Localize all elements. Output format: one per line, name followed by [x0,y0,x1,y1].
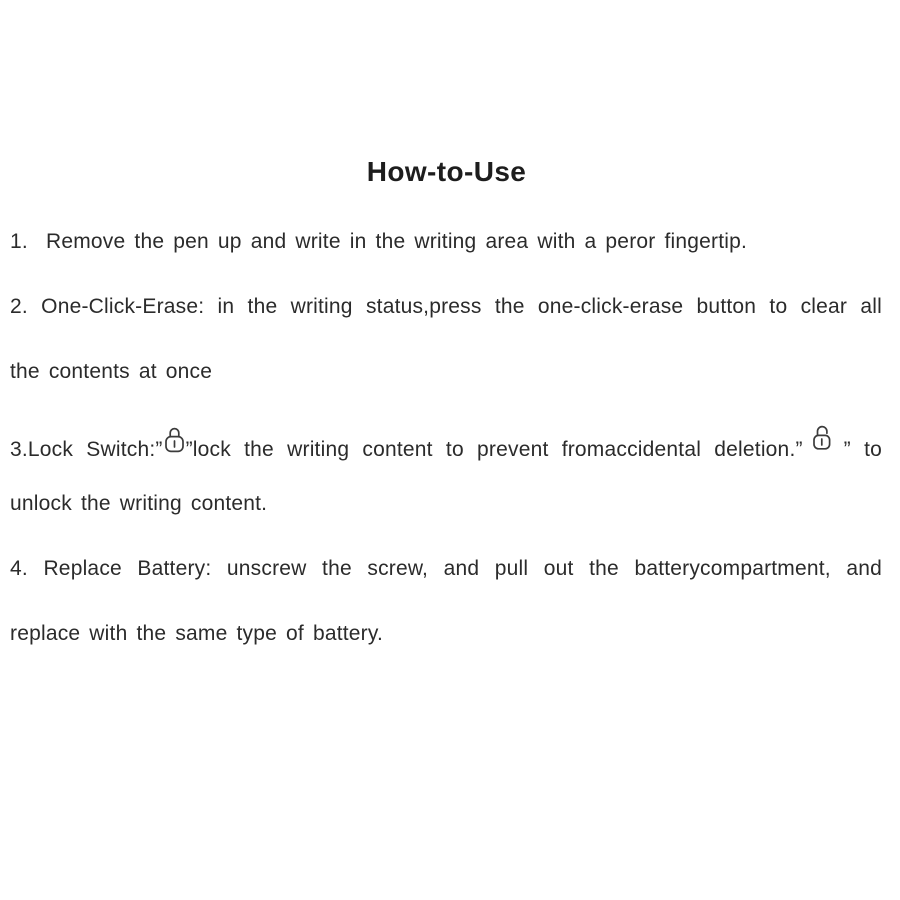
lock-open-icon [803,438,844,461]
step3-text-after-unlock: ” to [843,438,882,461]
step4-line2: replace with the same type of battery. [10,622,384,645]
lock-closed-icon [163,438,186,461]
step3-line2: unlock the writing content. [10,492,268,515]
step4-line1: 4. Replace Battery: unscrew the screw, and pull out the batterycompartment, and [10,557,882,580]
step2-line2: the contents at once [10,360,213,383]
step1-line: 1. Remove the pen up and write in the writing area with a peror fingertip. [10,230,748,253]
step3-text-after-lock: ”lock the writing content to prevent fromaccidental deletion.” [185,438,803,461]
step3-text-before-lock: 3.Lock Switch:” [10,438,163,461]
step2-line1: 2. One-Click-Erase: in the writing status,press the one-click-erase button to clear all [10,295,882,318]
page-title: How-to-Use [366,156,527,187]
step3-line1 [10,424,882,465]
